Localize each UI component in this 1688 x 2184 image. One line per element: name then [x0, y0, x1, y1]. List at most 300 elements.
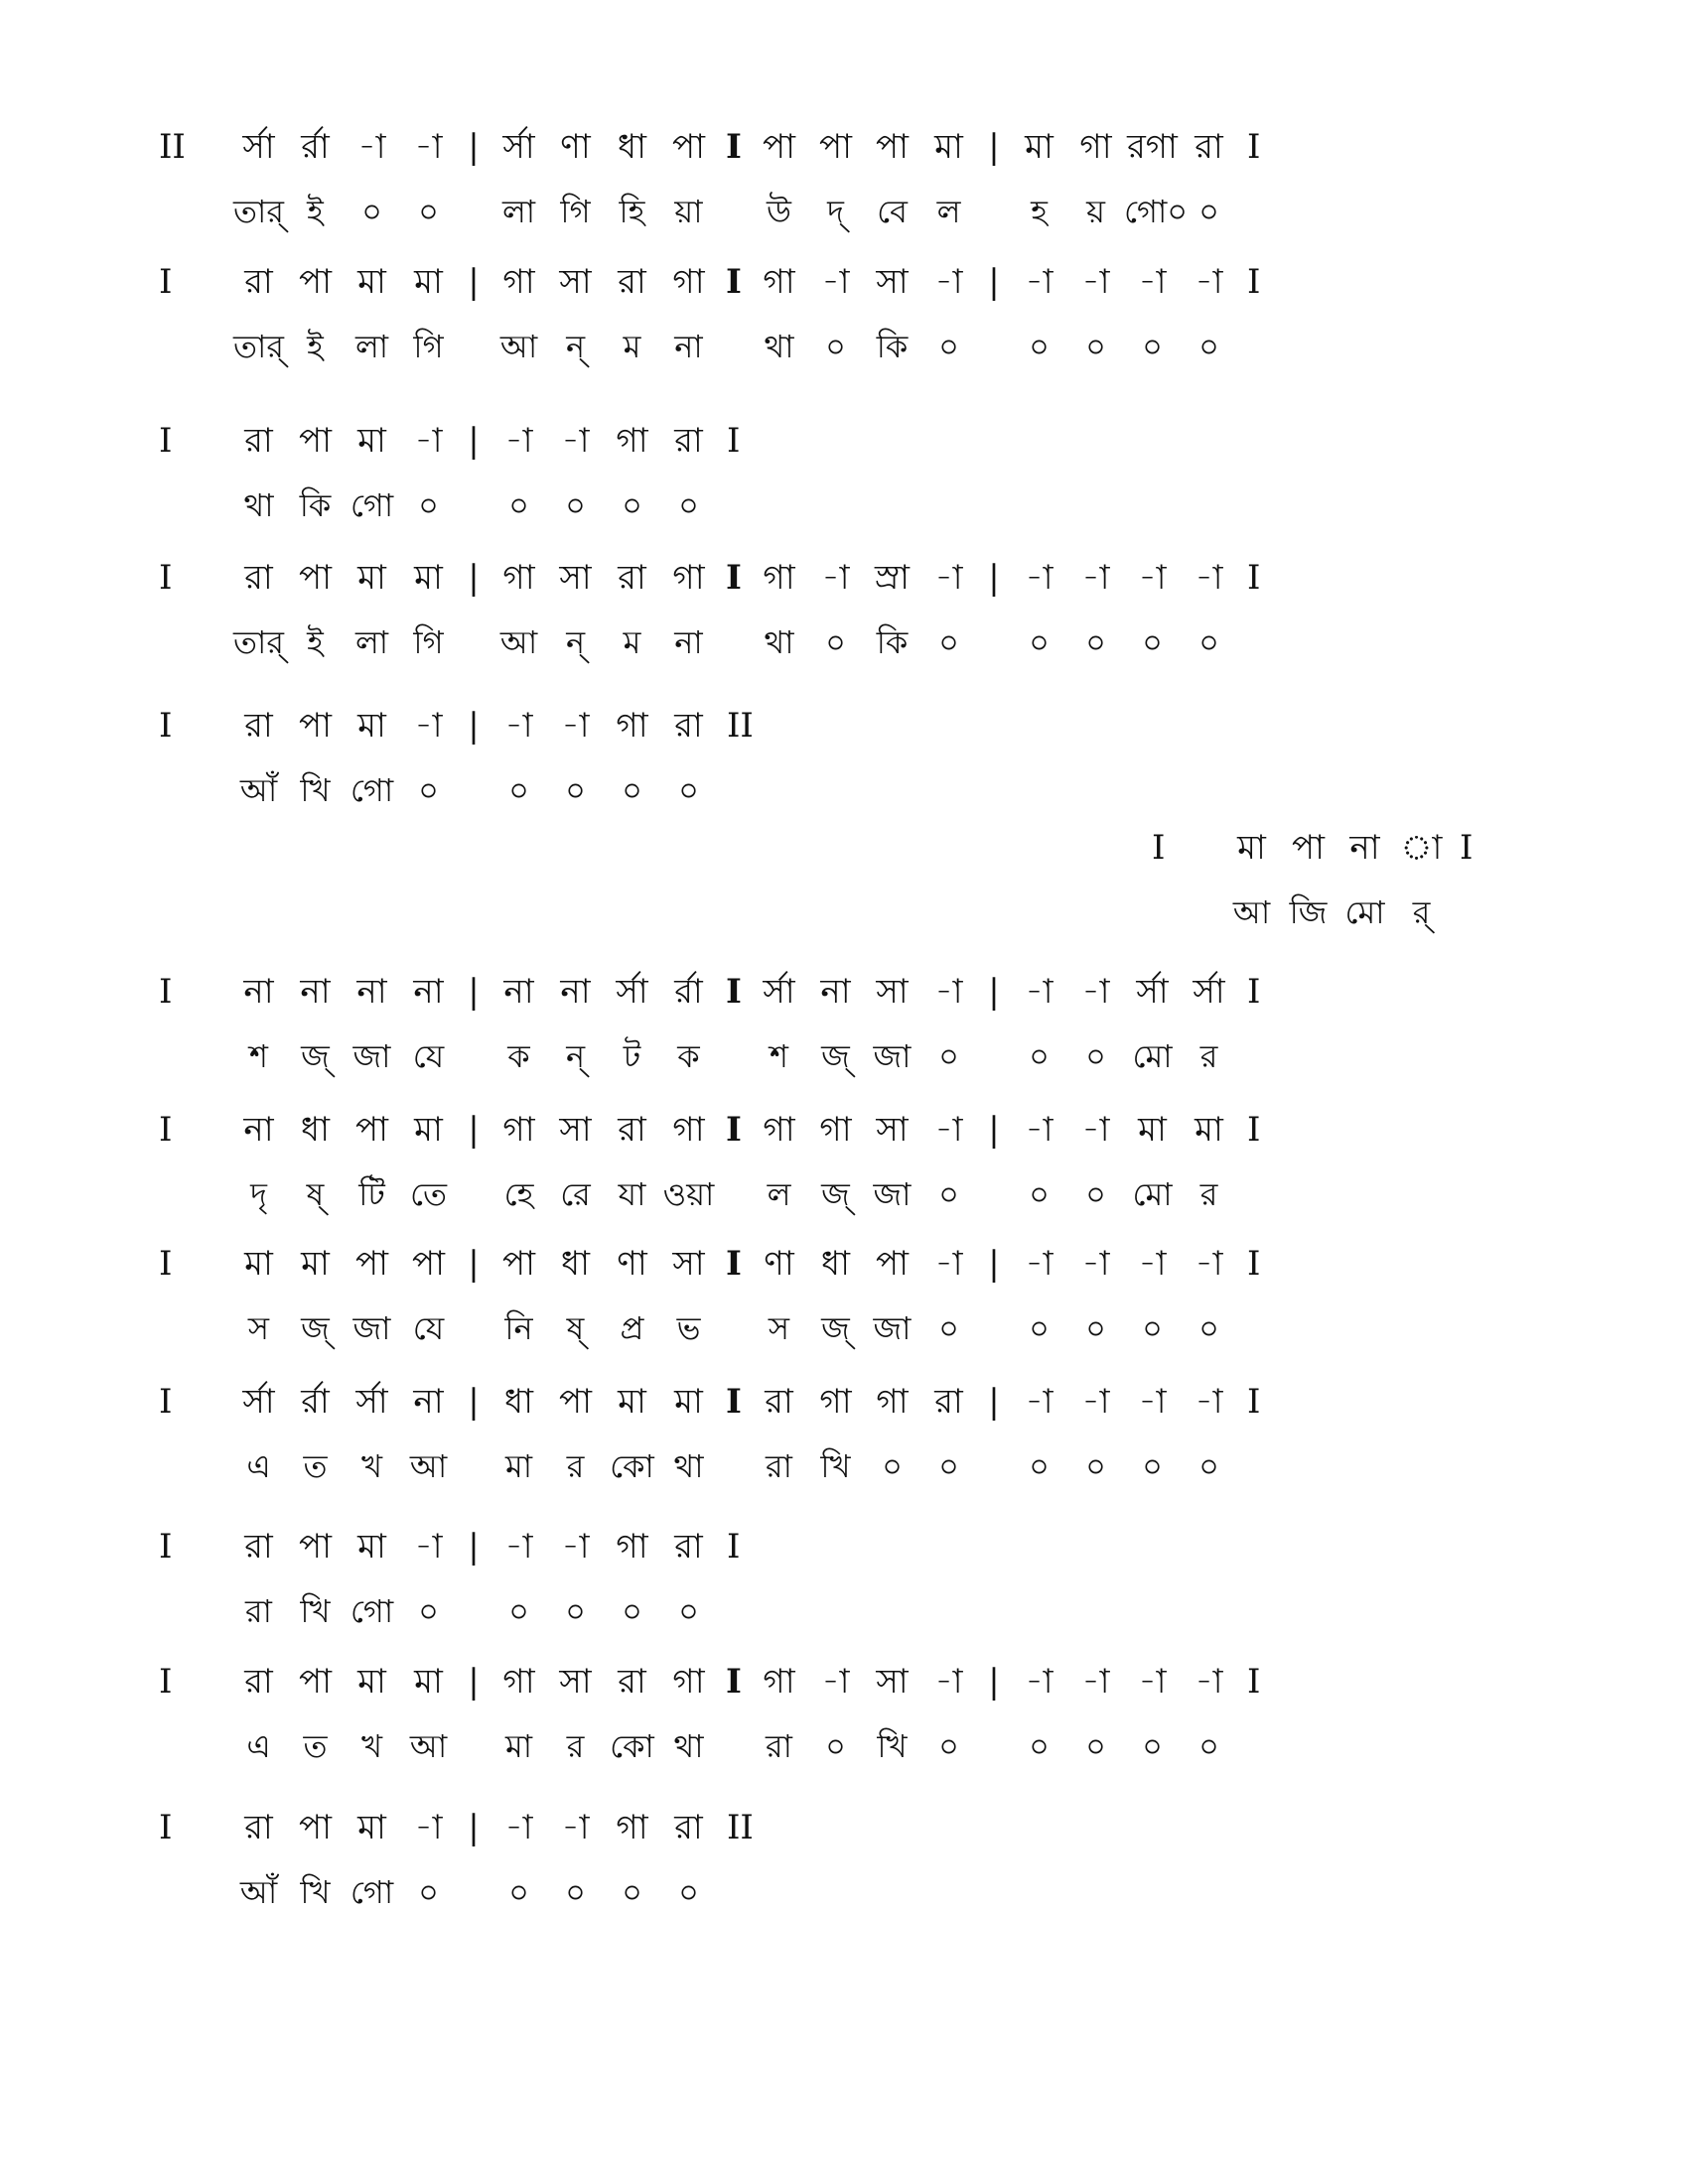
- lyric-syllable: ট: [623, 1037, 641, 1075]
- lyric-syllable: ০: [938, 1727, 959, 1765]
- section-divider: I: [726, 262, 742, 302]
- swara-note: -া: [561, 1527, 590, 1567]
- swara-note: পা: [299, 262, 332, 302]
- lyric-syllable: জা: [873, 1309, 912, 1347]
- swara-note: র্সা: [242, 1382, 275, 1422]
- lyric-syllable: ০: [508, 1873, 529, 1911]
- lyric-syllable: র: [566, 1447, 585, 1485]
- lyric-syllable: ০: [1198, 1309, 1219, 1347]
- lyric-syllable: থা: [243, 486, 274, 524]
- swara-note: সা: [559, 262, 592, 302]
- lyric-syllable: ০: [1198, 193, 1219, 230]
- closing-bar: I: [1247, 127, 1261, 167]
- swara-note: মা: [934, 127, 963, 167]
- swara-line: [159, 1104, 1260, 1165]
- swara-note: সা: [672, 1244, 705, 1284]
- lyric-syllable: ০: [508, 771, 529, 809]
- lyric-syllable: ০: [1029, 1447, 1050, 1485]
- notation-row: [159, 415, 740, 542]
- beat-divider: |: [988, 1110, 1000, 1150]
- swara-note: -া: [934, 558, 963, 598]
- lyric-syllable: ০: [938, 1037, 959, 1075]
- lyric-syllable: ০: [1142, 1309, 1163, 1347]
- lyric-syllable: থা: [673, 1447, 704, 1485]
- swara-note: ণা: [560, 127, 591, 167]
- swara-note: মা: [357, 262, 386, 302]
- beat-divider: |: [468, 1527, 480, 1567]
- swara-note: -া: [357, 127, 386, 167]
- lyric-syllable: মা: [504, 1447, 533, 1485]
- swara-note: -া: [1138, 558, 1167, 598]
- lyric-syllable: জা: [873, 1037, 912, 1075]
- swara-note: না: [413, 972, 444, 1012]
- swara-line: [159, 256, 1260, 318]
- swara-note: -া: [1025, 972, 1054, 1012]
- lyric-syllable: র: [1199, 1037, 1218, 1075]
- swara-note: -া: [821, 1662, 850, 1702]
- swara-note: -া: [414, 1808, 443, 1847]
- opening-bar: I: [159, 1527, 173, 1567]
- swara-note: -া: [561, 421, 590, 461]
- swara-note: রা: [244, 1527, 273, 1567]
- lyrics-line: [159, 187, 1260, 248]
- lyric-syllable: যা: [618, 1175, 646, 1213]
- swara-note: গা: [763, 1110, 795, 1150]
- swara-note: গা: [672, 1110, 705, 1150]
- lyric-syllable: ০: [1029, 328, 1050, 365]
- swara-note: র্সা: [616, 972, 648, 1012]
- swara-note: -া: [934, 972, 963, 1012]
- lyric-syllable: হে: [503, 1175, 534, 1213]
- swara-note: া: [1400, 828, 1443, 868]
- swara-note: মা: [1138, 1110, 1167, 1150]
- swara-note: মা: [357, 1527, 386, 1567]
- lyric-syllable: ০: [938, 328, 959, 365]
- swara-note: ধা: [504, 1382, 533, 1422]
- swara-note: রা: [674, 1808, 703, 1847]
- swara-note: পা: [876, 1244, 909, 1284]
- swara-note: র্সা: [763, 972, 795, 1012]
- swara-note: -া: [1195, 1662, 1223, 1702]
- notation-row: [159, 1376, 1260, 1503]
- lyric-syllable: ০: [622, 1592, 642, 1630]
- opening-bar: I: [159, 421, 173, 461]
- lyric-syllable: ত: [303, 1447, 328, 1485]
- closing-bar: I: [1247, 1244, 1261, 1284]
- swara-note: রা: [674, 706, 703, 746]
- swara-note: -া: [1138, 1382, 1167, 1422]
- swara-note: রা: [244, 1662, 273, 1702]
- lyric-syllable: ল: [936, 193, 961, 230]
- lyric-syllable: তার্: [233, 193, 284, 230]
- swara-note: -া: [1025, 1244, 1054, 1284]
- lyric-syllable: ভ: [676, 1309, 701, 1347]
- swara-note: মা: [414, 558, 443, 598]
- lyric-syllable: মো: [1132, 1037, 1173, 1075]
- lyric-syllable: ০: [1085, 1447, 1106, 1485]
- lyric-syllable: ০: [1029, 623, 1050, 661]
- lyric-syllable: মো: [1344, 893, 1385, 931]
- section-divider: I: [726, 1110, 742, 1150]
- lyric-syllable: খি: [300, 1873, 331, 1911]
- swara-note: ধা: [561, 1244, 590, 1284]
- swara-note: পা: [299, 1808, 332, 1847]
- swara-note: সা: [876, 1662, 909, 1702]
- lyric-syllable: খি: [300, 771, 331, 809]
- lyric-syllable: ন্: [565, 623, 586, 661]
- beat-divider: |: [988, 1662, 1000, 1702]
- beat-divider: |: [468, 1808, 480, 1847]
- swara-line: [159, 1521, 740, 1582]
- swara-note: না: [413, 1382, 444, 1422]
- lyric-syllable: ০: [622, 1873, 642, 1911]
- lyric-syllable: ০: [361, 193, 382, 230]
- swara-note: র্রা: [674, 972, 703, 1012]
- swara-note: মা: [414, 1110, 443, 1150]
- swara-note: ধা: [301, 1110, 330, 1150]
- lyrics-line: [159, 1441, 1260, 1503]
- swara-note: মা: [357, 421, 386, 461]
- lyric-syllable: জ্: [821, 1175, 850, 1213]
- swara-note: গা: [502, 1662, 535, 1702]
- swara-note: সা: [559, 1662, 592, 1702]
- section-divider: I: [726, 1244, 742, 1284]
- beat-divider: |: [468, 1382, 480, 1422]
- lyric-syllable: জ্: [821, 1037, 850, 1075]
- swara-note: র্সা: [1136, 972, 1169, 1012]
- swara-note: -া: [1025, 1662, 1054, 1702]
- lyric-syllable: র: [1199, 1175, 1218, 1213]
- swara-note: -া: [414, 706, 443, 746]
- lyrics-line: [159, 1031, 1260, 1093]
- lyric-syllable: মা: [504, 1727, 533, 1765]
- lyric-syllable: খি: [300, 1592, 331, 1630]
- lyric-syllable: কি: [876, 328, 909, 365]
- swara-note: র্সা: [1193, 972, 1225, 1012]
- closing-bar: II: [727, 706, 754, 746]
- swara-note: পা: [299, 558, 332, 598]
- swara-line: [159, 121, 1260, 183]
- swara-note: -া: [1025, 1110, 1054, 1150]
- swara-note: না: [243, 972, 274, 1012]
- swara-note: মা: [301, 1244, 330, 1284]
- swara-note: মা: [1025, 127, 1054, 167]
- swara-note: রা: [765, 1382, 793, 1422]
- opening-bar: I: [159, 706, 173, 746]
- swara-note: রা: [244, 558, 273, 598]
- lyric-syllable: ০: [418, 1873, 439, 1911]
- lyric-syllable: ০: [1029, 1037, 1050, 1075]
- swara-note: -া: [504, 421, 533, 461]
- swara-line: [159, 1802, 754, 1863]
- lyric-syllable: ন্: [565, 328, 586, 365]
- swara-note: ধা: [821, 1244, 850, 1284]
- beat-divider: |: [468, 1110, 480, 1150]
- swara-note: পা: [355, 1244, 388, 1284]
- swara-note: গা: [502, 558, 535, 598]
- lyric-syllable: লা: [501, 193, 536, 230]
- lyric-syllable: কি: [299, 486, 332, 524]
- swara-note: পা: [1292, 828, 1325, 868]
- lyric-syllable: য়া: [674, 193, 703, 230]
- swara-note: পা: [299, 706, 332, 746]
- swara-note: পা: [355, 1110, 388, 1150]
- swara-note: পা: [412, 1244, 445, 1284]
- lyric-syllable: রা: [766, 1727, 792, 1765]
- closing-bar: II: [727, 1808, 754, 1847]
- lyric-syllable: আ: [409, 1727, 448, 1765]
- lyric-syllable: আ: [1232, 893, 1271, 931]
- swara-note: পা: [819, 127, 852, 167]
- swara-note: র্রা: [301, 1382, 330, 1422]
- swara-line: [159, 1656, 1260, 1717]
- swara-note: গা: [763, 558, 795, 598]
- lyric-syllable: ০: [1085, 1175, 1106, 1213]
- lyric-syllable: গো: [350, 771, 394, 809]
- swara-note: রগা: [1127, 127, 1178, 167]
- lyrics-line: [159, 322, 1260, 383]
- lyric-syllable: ০: [418, 193, 439, 230]
- swara-note: -া: [1138, 1244, 1167, 1284]
- lyric-syllable: এ: [246, 1727, 271, 1765]
- notation-row: [159, 1802, 754, 1929]
- lyric-syllable: না: [674, 328, 703, 365]
- beat-divider: |: [988, 127, 1000, 167]
- swara-note: -া: [1195, 1382, 1223, 1422]
- swara-note: র্সা: [502, 127, 535, 167]
- lyric-syllable: ০: [678, 771, 699, 809]
- beat-divider: |: [468, 262, 480, 302]
- lyric-syllable: ০: [1142, 1447, 1163, 1485]
- swara-note: মা: [357, 1808, 386, 1847]
- lyric-syllable: য়: [1086, 193, 1105, 230]
- lyric-syllable: ০: [825, 1727, 846, 1765]
- lyric-syllable: মো: [1132, 1175, 1173, 1213]
- lyric-syllable: রা: [245, 1592, 272, 1630]
- lyric-syllable: ন্: [565, 1037, 586, 1075]
- lyric-syllable: ০: [1198, 623, 1219, 661]
- closing-bar: I: [1247, 1382, 1261, 1422]
- swara-note: গা: [672, 558, 705, 598]
- swara-note: -া: [1081, 1382, 1110, 1422]
- beat-divider: |: [468, 706, 480, 746]
- swara-note: গা: [616, 421, 648, 461]
- lyric-syllable: র: [566, 1727, 585, 1765]
- swara-note: র্সা: [355, 1382, 388, 1422]
- section-divider: I: [726, 127, 742, 167]
- opening-bar: I: [159, 558, 173, 598]
- swara-note: রা: [618, 1662, 646, 1702]
- lyric-syllable: ০: [882, 1447, 903, 1485]
- lyric-syllable: ০: [938, 1447, 959, 1485]
- swara-note: -া: [934, 1662, 963, 1702]
- swara-note: না: [560, 972, 591, 1012]
- closing-bar: I: [727, 1527, 741, 1567]
- swara-note: মা: [357, 706, 386, 746]
- swara-note: না: [300, 972, 331, 1012]
- lyric-syllable: তার্: [233, 623, 284, 661]
- notation-row: [159, 552, 1260, 679]
- swara-note: -া: [1195, 262, 1223, 302]
- swara-note: ণা: [617, 1244, 647, 1284]
- swara-note: না: [503, 972, 534, 1012]
- lyric-syllable: উ: [767, 193, 791, 230]
- swara-note: -া: [504, 706, 533, 746]
- swara-note: -া: [934, 262, 963, 302]
- swara-note: সা: [559, 558, 592, 598]
- lyric-syllable: ০: [1085, 623, 1106, 661]
- lyric-syllable: জা: [352, 1037, 391, 1075]
- lyric-syllable: আ: [409, 1447, 448, 1485]
- swara-note: -া: [414, 1527, 443, 1567]
- opening-bar: I: [1152, 828, 1166, 868]
- section-divider: I: [726, 972, 742, 1012]
- lyric-syllable: ০: [678, 1592, 699, 1630]
- swara-note: -া: [504, 1808, 533, 1847]
- swara-note: রা: [674, 1527, 703, 1567]
- swara-note: মা: [1195, 1110, 1223, 1150]
- closing-bar: I: [1247, 972, 1261, 1012]
- swara-note: -া: [414, 421, 443, 461]
- lyric-syllable: ০: [565, 1873, 586, 1911]
- swara-note: -া: [934, 1244, 963, 1284]
- lyric-syllable: গো: [350, 1873, 394, 1911]
- lyric-syllable: ০: [1142, 1727, 1163, 1765]
- swara-note: -া: [1081, 1662, 1110, 1702]
- lyric-syllable: গি: [560, 193, 591, 230]
- notation-row: [159, 966, 1260, 1093]
- lyric-syllable: আঁ: [239, 771, 278, 809]
- swara-note: সা: [876, 972, 909, 1012]
- swara-note: রা: [618, 1110, 646, 1150]
- swara-note: গা: [502, 262, 535, 302]
- lyric-syllable: ০: [1085, 1727, 1106, 1765]
- lyric-syllable: প্র: [620, 1309, 644, 1347]
- lyric-syllable: শ: [770, 1037, 788, 1075]
- swara-note: -া: [1025, 558, 1054, 598]
- lyric-syllable: জ্: [821, 1309, 850, 1347]
- lyric-syllable: ০: [1029, 1727, 1050, 1765]
- notation-row: [159, 1104, 1260, 1231]
- lyric-syllable: ষ্: [306, 1175, 325, 1213]
- swara-note: গা: [672, 262, 705, 302]
- lyric-syllable: ০: [1198, 1727, 1219, 1765]
- swara-note: -া: [1081, 1110, 1110, 1150]
- lyric-syllable: খি: [877, 1727, 908, 1765]
- lyric-syllable: র্: [1412, 893, 1431, 931]
- beat-divider: |: [988, 1382, 1000, 1422]
- swara-note: -া: [1025, 1382, 1054, 1422]
- lyric-syllable: না: [674, 623, 703, 661]
- beat-divider: |: [468, 421, 480, 461]
- swara-note: ধা: [618, 127, 646, 167]
- section-divider: I: [726, 558, 742, 598]
- swara-note: পা: [502, 1244, 535, 1284]
- swara-line: [159, 1376, 1260, 1437]
- lyric-syllable: জ্: [301, 1309, 330, 1347]
- lyric-syllable: খ: [360, 1727, 382, 1765]
- swara-note: -া: [504, 1527, 533, 1567]
- beat-divider: |: [988, 262, 1000, 302]
- swara-note: -া: [1081, 1244, 1110, 1284]
- opening-bar: I: [159, 1808, 173, 1847]
- lyric-syllable: ক: [677, 1037, 700, 1075]
- lyric-syllable: ০: [1142, 623, 1163, 661]
- swara-note: গা: [876, 1382, 909, 1422]
- swara-note: রা: [674, 421, 703, 461]
- lyric-syllable: থা: [764, 623, 794, 661]
- opening-bar: II: [159, 127, 186, 167]
- lyric-syllable: কি: [876, 623, 909, 661]
- beat-divider: |: [468, 127, 480, 167]
- lyric-syllable: ০: [1085, 1309, 1106, 1347]
- swara-note: গা: [616, 1808, 648, 1847]
- lyric-syllable: এ: [246, 1447, 271, 1485]
- swara-note: -া: [821, 262, 850, 302]
- swara-note: -া: [1195, 558, 1223, 598]
- lyric-syllable: ০: [938, 623, 959, 661]
- swara-note: -া: [934, 1110, 963, 1150]
- swara-line: [159, 415, 740, 477]
- swara-note: -া: [1138, 262, 1167, 302]
- swara-note: গা: [616, 1527, 648, 1567]
- lyric-syllable: ০: [622, 486, 642, 524]
- section-divider: I: [726, 1662, 742, 1702]
- swara-note: সা: [876, 1110, 909, 1150]
- notation-row: [159, 1238, 1260, 1365]
- swara-note: মা: [674, 1382, 703, 1422]
- lyric-syllable: ম: [623, 623, 641, 661]
- swara-note: মা: [618, 1382, 646, 1422]
- swara-note: গা: [819, 1110, 852, 1150]
- lyric-syllable: ০: [508, 1592, 529, 1630]
- lyric-syllable: ০: [938, 1175, 959, 1213]
- lyric-syllable: হি: [619, 193, 645, 230]
- notation-row: [159, 1521, 740, 1648]
- lyric-syllable: দ্: [827, 193, 844, 230]
- lyric-syllable: ০: [565, 771, 586, 809]
- lyrics-line: [159, 1303, 1260, 1365]
- swara-note: পা: [672, 127, 705, 167]
- lyric-syllable: ই: [307, 623, 324, 661]
- swara-note: স্রা: [874, 558, 911, 598]
- lyric-syllable: রে: [560, 1175, 591, 1213]
- swara-note: না: [820, 972, 851, 1012]
- lyric-syllable: খ: [360, 1447, 382, 1485]
- opening-bar: I: [159, 1382, 173, 1422]
- lyrics-line: [159, 1721, 1260, 1783]
- lyric-syllable: যে: [412, 1037, 445, 1075]
- swara-note: গা: [502, 1110, 535, 1150]
- lyric-syllable: ০: [678, 486, 699, 524]
- swara-note: সা: [876, 262, 909, 302]
- beat-divider: |: [468, 558, 480, 598]
- swara-note: র্রা: [301, 127, 330, 167]
- swara-note: -া: [1081, 558, 1110, 598]
- swara-note: না: [243, 1110, 274, 1150]
- lyrics-line: [159, 480, 740, 542]
- swara-note: -া: [821, 558, 850, 598]
- swara-note: গা: [616, 706, 648, 746]
- lyric-syllable: ০: [418, 1592, 439, 1630]
- lyric-syllable: জা: [873, 1175, 912, 1213]
- lyric-syllable: নি: [504, 1309, 533, 1347]
- opening-bar: I: [159, 1662, 173, 1702]
- lyric-syllable: জ্: [301, 1037, 330, 1075]
- notation-row: [1152, 822, 1473, 949]
- notation-row: [159, 1656, 1260, 1783]
- lyric-syllable: গি: [413, 328, 444, 365]
